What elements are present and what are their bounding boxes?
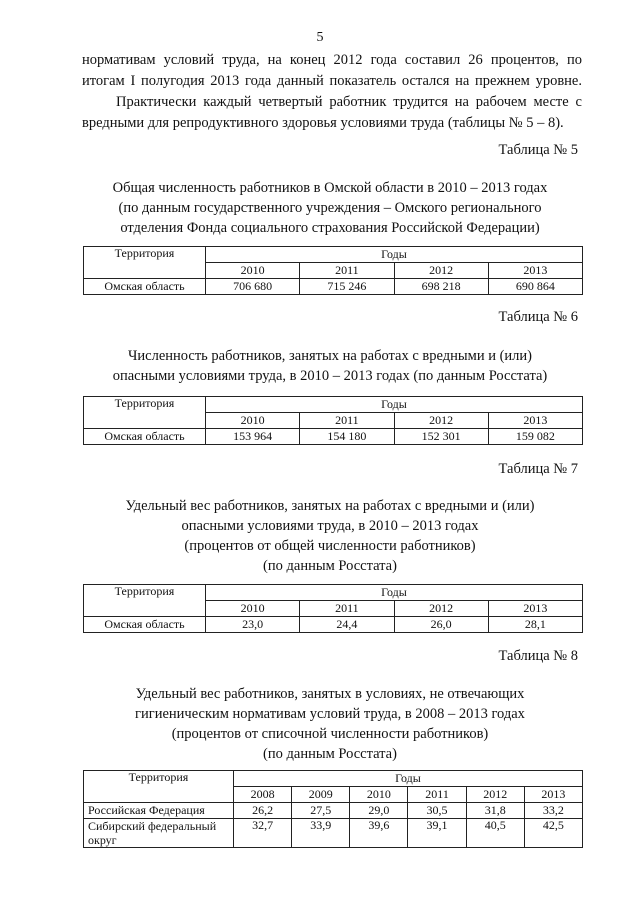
caption-line: Численность работников, занятых на работах с вредными и (или) xyxy=(127,348,533,364)
intro-line: нормативам условий труда, на конец 2012 года составил 26 процентов, по xyxy=(82,52,582,68)
value-cell: 26,0 xyxy=(394,617,488,633)
table-row xyxy=(84,803,583,819)
caption-line: Общая численность работников в Омской области в 2010 – 2013 годах xyxy=(112,180,548,196)
table6-label: Таблица № 6 xyxy=(498,309,578,325)
value-cell: 690 864 xyxy=(488,279,582,295)
table8-caption xyxy=(70,684,590,764)
table6-caption xyxy=(70,346,590,386)
table-row xyxy=(84,429,583,445)
value-cell: 26,2 xyxy=(234,803,292,819)
header-territory: Территория xyxy=(84,585,206,617)
year-cell: 2013 xyxy=(524,787,582,803)
header-territory: Территория xyxy=(84,397,206,429)
caption-line: (по данным Росстата) xyxy=(263,746,397,762)
caption-line: (процентов от общей численности работников) xyxy=(184,538,476,554)
table5-caption xyxy=(70,178,590,238)
header-years: Годы xyxy=(234,771,583,787)
year-cell: 2013 xyxy=(488,263,582,279)
value-cell: 27,5 xyxy=(292,803,350,819)
value-cell: 706 680 xyxy=(206,279,300,295)
header-years: Годы xyxy=(206,585,583,601)
header-years: Годы xyxy=(206,397,583,413)
caption-line: Удельный вес работников, занятых в условиях, не отвечающих xyxy=(135,686,525,702)
table-row xyxy=(84,819,583,848)
year-cell: 2010 xyxy=(206,263,300,279)
table6 xyxy=(83,396,583,445)
value-cell: 159 082 xyxy=(488,429,582,445)
year-cell: 2011 xyxy=(300,601,394,617)
year-cell: 2012 xyxy=(394,263,488,279)
year-cell: 2012 xyxy=(394,413,488,429)
row-name: Омская область xyxy=(84,279,206,295)
value-cell: 715 246 xyxy=(300,279,394,295)
value-cell: 23,0 xyxy=(206,617,300,633)
caption-line: (по данным Росстата) xyxy=(263,558,397,574)
intro-line: вредными для репродуктивного здоровья условиями труда (таблицы № 5 – 8). xyxy=(82,115,564,131)
table7-label: Таблица № 7 xyxy=(498,461,578,477)
intro-paragraph xyxy=(82,50,582,134)
table8-label: Таблица № 8 xyxy=(498,648,578,664)
caption-line: Удельный вес работников, занятых на работах с вредными и (или) xyxy=(125,498,535,514)
value-cell: 698 218 xyxy=(394,279,488,295)
year-cell: 2013 xyxy=(488,601,582,617)
year-cell: 2010 xyxy=(350,787,408,803)
year-cell: 2011 xyxy=(300,413,394,429)
table7 xyxy=(83,584,583,633)
table5-label: Таблица № 5 xyxy=(498,142,578,158)
value-cell: 153 964 xyxy=(206,429,300,445)
row-name: Сибирский федеральный округ xyxy=(84,819,234,848)
row-name: Омская область xyxy=(84,429,206,445)
value-cell: 32,7 xyxy=(234,819,292,848)
intro-line: Практически каждый четвертый работник трудится на рабочем месте с xyxy=(116,94,582,110)
year-cell: 2011 xyxy=(408,787,466,803)
row-name: Омская область xyxy=(84,617,206,633)
value-cell: 29,0 xyxy=(350,803,408,819)
value-cell: 40,5 xyxy=(466,819,524,848)
page-number: 5 xyxy=(316,30,324,45)
value-cell: 33,9 xyxy=(292,819,350,848)
intro-line: итогам I полугодия 2013 года данный показатель остался на прежнем уровне. xyxy=(82,73,582,89)
value-cell: 24,4 xyxy=(300,617,394,633)
caption-line: (процентов от списочной численности работников) xyxy=(171,726,489,742)
caption-line: (по данным государственного учреждения – Омского регионального xyxy=(118,200,542,216)
value-cell: 154 180 xyxy=(300,429,394,445)
caption-line: гигиеническим нормативам условий труда, в 2008 – 2013 годах xyxy=(135,706,525,722)
header-territory: Территория xyxy=(84,247,206,279)
table-row xyxy=(84,617,583,633)
year-cell: 2008 xyxy=(234,787,292,803)
year-cell: 2010 xyxy=(206,601,300,617)
row-name: Российская Федерация xyxy=(84,803,234,819)
year-cell: 2012 xyxy=(466,787,524,803)
year-cell: 2010 xyxy=(206,413,300,429)
table8 xyxy=(83,770,583,848)
year-cell: 2013 xyxy=(488,413,582,429)
value-cell: 39,6 xyxy=(350,819,408,848)
table-row xyxy=(84,279,583,295)
header-territory: Территория xyxy=(84,771,234,803)
year-cell: 2011 xyxy=(300,263,394,279)
table7-caption xyxy=(70,496,590,576)
value-cell: 28,1 xyxy=(488,617,582,633)
header-years: Годы xyxy=(206,247,583,263)
caption-line: опасными условиями труда, в 2010 – 2013 годах (по данным Росстата) xyxy=(112,368,548,384)
value-cell: 152 301 xyxy=(394,429,488,445)
year-cell: 2009 xyxy=(292,787,350,803)
value-cell: 42,5 xyxy=(524,819,582,848)
value-cell: 31,8 xyxy=(466,803,524,819)
value-cell: 39,1 xyxy=(408,819,466,848)
caption-line: опасными условиями труда, в 2010 – 2013 годах xyxy=(181,518,479,534)
year-cell: 2012 xyxy=(394,601,488,617)
caption-line: отделения Фонда социального страхования Российской Федерации) xyxy=(120,220,540,236)
table5 xyxy=(83,246,583,295)
value-cell: 30,5 xyxy=(408,803,466,819)
value-cell: 33,2 xyxy=(524,803,582,819)
